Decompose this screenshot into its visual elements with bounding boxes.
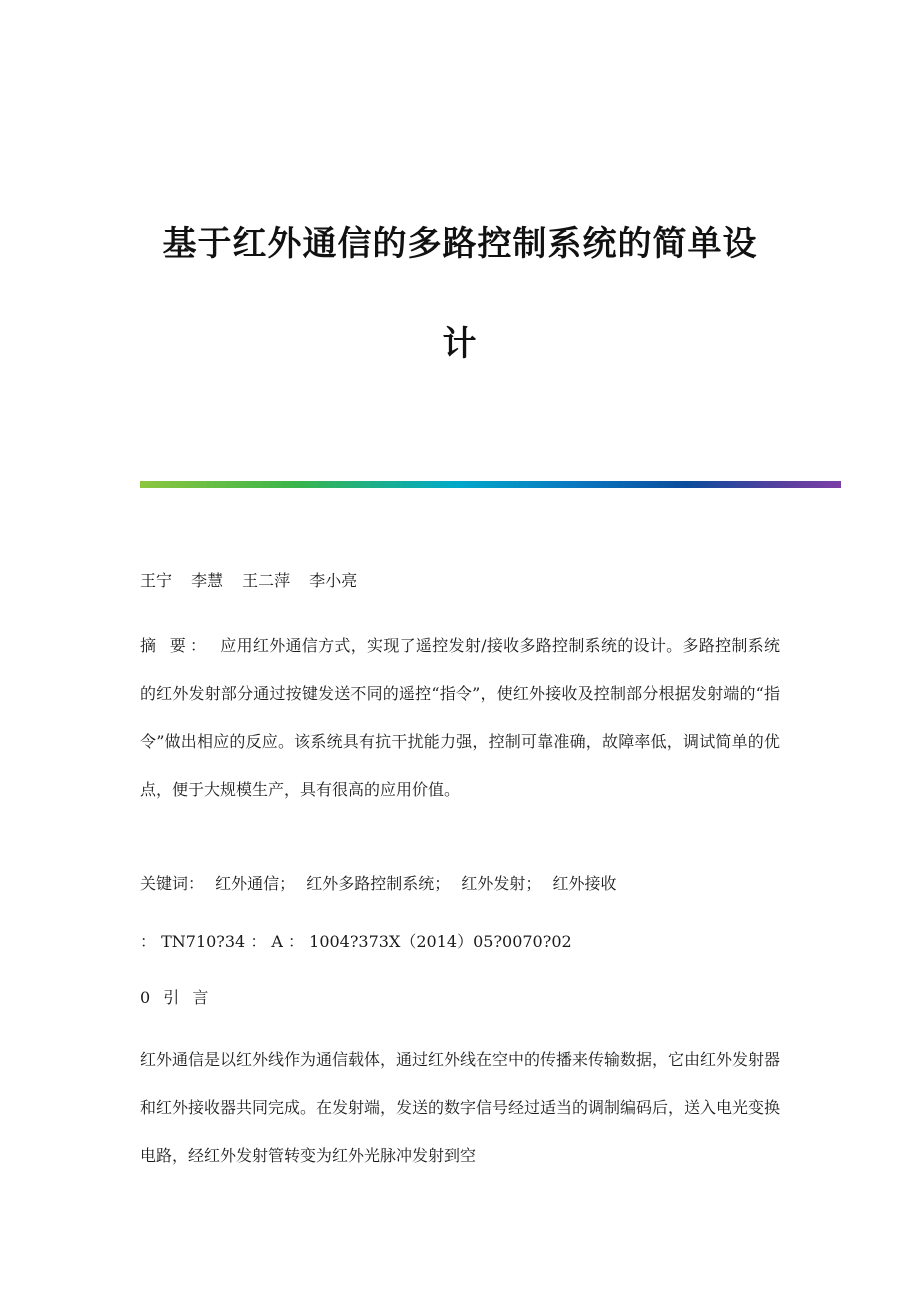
gradient-divider — [140, 481, 841, 488]
keyword-item: 红外通信； — [215, 874, 296, 893]
abstract-text: 应用红外通信方式，实现了遥控发射/接收多路控制系统的设计。多路控制系统的红外发射部分通过按键发送不同的遥控“指令”，使红外接收及控制部分根据发射端的“指令”做出相应的反应。该系统具有抗干扰能力强，控制可靠准确，故障率低，调试简单的优点，便于大规模生产，具有很高的应用价值。 — [140, 636, 780, 799]
keywords — [140, 871, 780, 894]
keyword-item: 红外接收 — [552, 874, 617, 893]
authors: 王宁 李慧 王二萍 李小亮 — [140, 571, 358, 590]
keywords-label: 关键词： — [140, 874, 205, 893]
paper-title-line-2: 计 — [442, 324, 478, 364]
keyword-item: 红外多路控制系统； — [306, 874, 451, 893]
keyword-item: 红外发射； — [461, 874, 542, 893]
section-heading: 0 引 言 — [140, 988, 213, 1007]
abstract-label: 摘 要： — [140, 636, 211, 655]
paper-title-line-1: 基于红外通信的多路控制系统的简单设 — [162, 224, 758, 264]
section-body: 红外通信是以红外线作为通信载体，通过红外线在空中的传播来传输数据，它由红外发射器和红外接收器共同完成。在发射端，发送的数字信号经过适当的调制编码后，送入电光变换电路，经红外发射管转变为红外光脉冲发射到空 — [140, 1050, 781, 1165]
classification-line: ： TN710?34 ： A ： 1004?373X（2014）05?0070?02 — [140, 932, 572, 951]
abstract — [140, 622, 780, 814]
